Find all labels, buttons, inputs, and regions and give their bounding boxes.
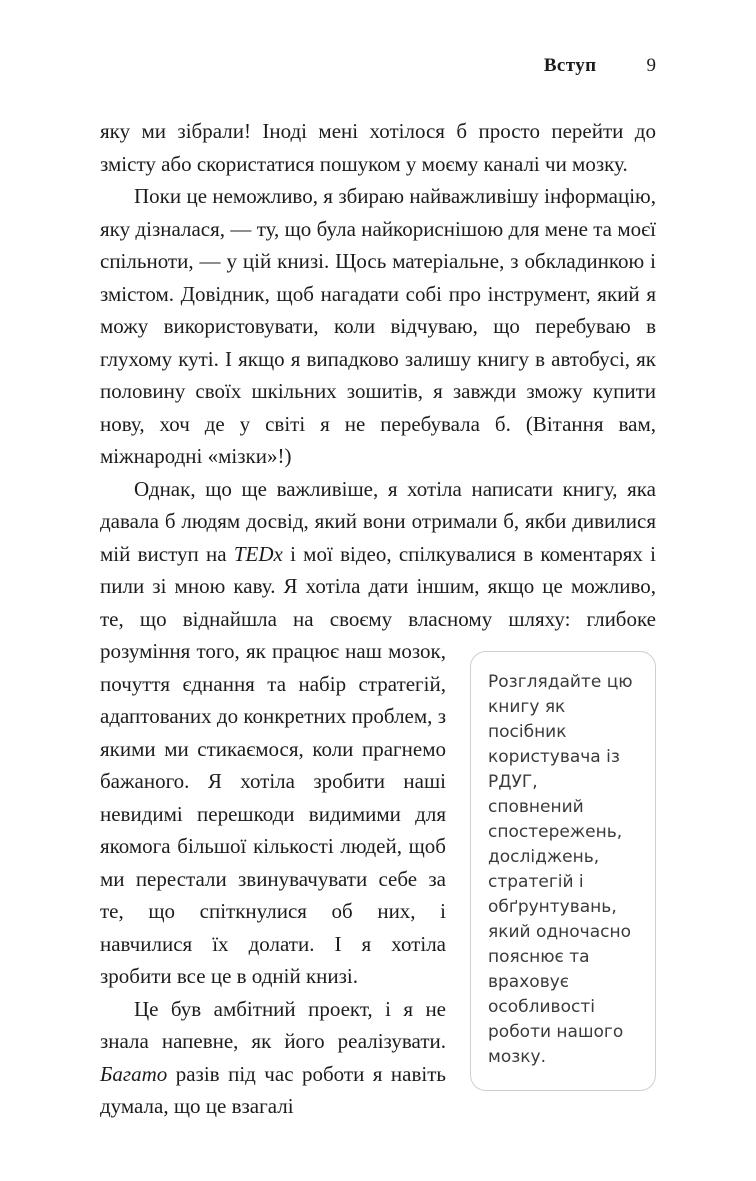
paragraph-1 — [100, 115, 656, 180]
text-segment: Це був амбітний проект, і я не знала напевне, як його реалізувати. — [100, 996, 446, 1053]
text-segment: і мої відео, спілкувалися в коментарях і пили зі мною каву. Я хотіла дати іншим, якщо це можливо, те, що віднайшла на своєму власному шляху: глибоке розуміння того, як працює наш мозок, — [100, 541, 656, 663]
page-number: 9 — [646, 55, 656, 76]
italic-text-segment: TEDx — [233, 541, 283, 566]
page-body — [100, 115, 656, 1123]
text-segment: яку ми зібрали! Іноді мені хотілося б просто перейти до змісту або скористатися пошуком у моєму каналі чи мозку. — [100, 119, 656, 176]
paragraph-2 — [100, 180, 656, 473]
page-header — [100, 55, 656, 77]
text-segment: разів під час роботи я навіть думала, що це взагалі — [100, 1061, 446, 1118]
text-segment: Поки це неможливо, я збираю найважливішу інформацію, яку дізналася, — ту, що була найкориснішою для мене та моєї спільноти, — у цій книзі. Щось матеріальне, з обкладинкою і змістом. Довідник, щоб нагадати собі про інструмент, який я можу використовувати, коли відчуваю, що перебуваю в глухому куті. І якщо я випадково залишу книгу в автобусі, як половину своїх шкільних зошитів, я завжди зможу купити нову, хоч де у світі я не перебувала б. (Вітання вам, міжнародні «мізки»!) — [100, 184, 656, 468]
section-title: Вступ — [543, 55, 597, 76]
text-segment: почуття єднання та набір стратегій, адаптованих до конкретних проблем, з якими ми стикаємося, коли прагнемо бажаного. Я хотіла зробити наші невидимі перешкоди видимими для якомога більшої кількості людей, щоб ми перестали звинувачувати себе за те, що спіткнулися об них, і навчилися їх долати. І я хотіла зробити все це в одній книзі. — [100, 671, 446, 988]
callout-box — [470, 651, 656, 1091]
italic-text-segment: Багато — [100, 1061, 168, 1086]
text-segment: Однак, що ще важливіше, я хотіла написати книгу, яка давала б людям досвід, який вони отримали б, якби дивилися мій виступ на — [100, 476, 656, 566]
callout-text: Розглядайте цю книгу як посібник користувача із РДУГ, сповнений спостережень, досліджень, стратегій і обґрунтувань, який одночасно пояснює та враховує особливості роботи нашого мозку. — [488, 672, 633, 1067]
